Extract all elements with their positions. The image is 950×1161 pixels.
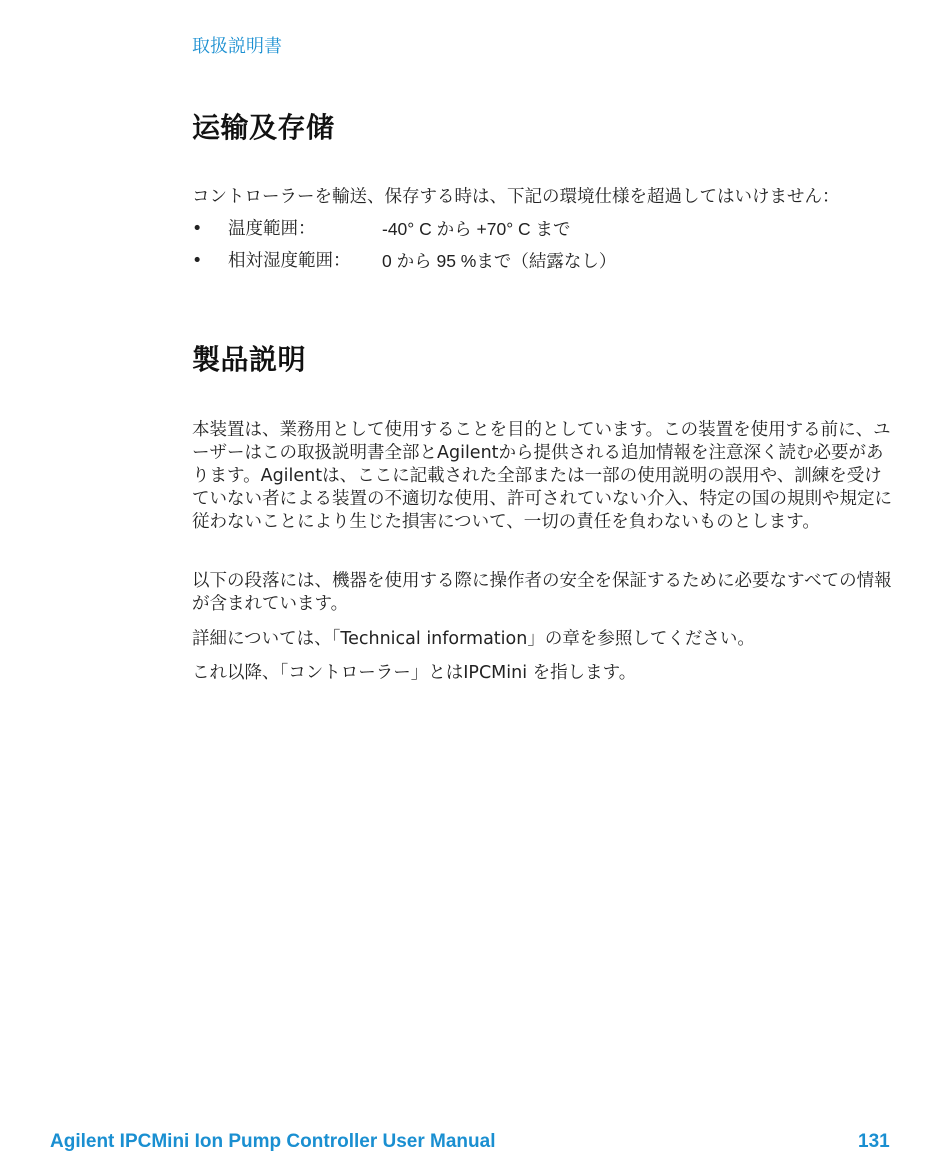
section-heading-product: 製品説明: [192, 343, 307, 376]
footer-document-title: Agilent IPCMini Ion Pump Controller User Manual: [50, 1131, 496, 1152]
transport-intro-text: コントローラーを輸送、保存する時は、下記の環境仕様を超過してはいけません：: [192, 187, 840, 207]
section-heading-transport: 运输及存储: [192, 111, 335, 144]
bullet-icon: •: [192, 219, 203, 239]
bullet-icon: •: [192, 251, 203, 271]
paragraph: 詳細については、「Technical information」の章を参照してください。: [192, 629, 755, 649]
spec-label: 温度範囲：: [228, 219, 316, 239]
running-header: 取扱説明書: [192, 36, 282, 57]
spec-value: 0 から 95 %まで（結露なし）: [382, 251, 617, 271]
paragraph: これ以降、「コントローラー」とはIPCMini を指します。: [192, 663, 637, 683]
page-number: 131: [858, 1131, 890, 1152]
paragraph: 以下の段落には、機器を使用する際に操作者の安全を保証するために必要なすべての情報が含まれています。: [192, 571, 892, 614]
spec-label: 相対湿度範囲：: [228, 251, 351, 271]
paragraph: 本装置は、業務用として使用することを目的としています。この装置を使用する前に、ユーザーはこの取扱説明書全部とAgilentから提供される追加情報を注意深く読む必要があります。Agilentは、ここに記載された全部または一部の使用説明の誤用や、訓練を受けていない者による装置の不適切な使用、許可されていない介入、特定の国の規則や規定に従わないことにより生じた損害について、一切の責任を負わないものとします。: [192, 420, 892, 532]
spec-value: -40° C から +70° C まで: [382, 219, 571, 239]
